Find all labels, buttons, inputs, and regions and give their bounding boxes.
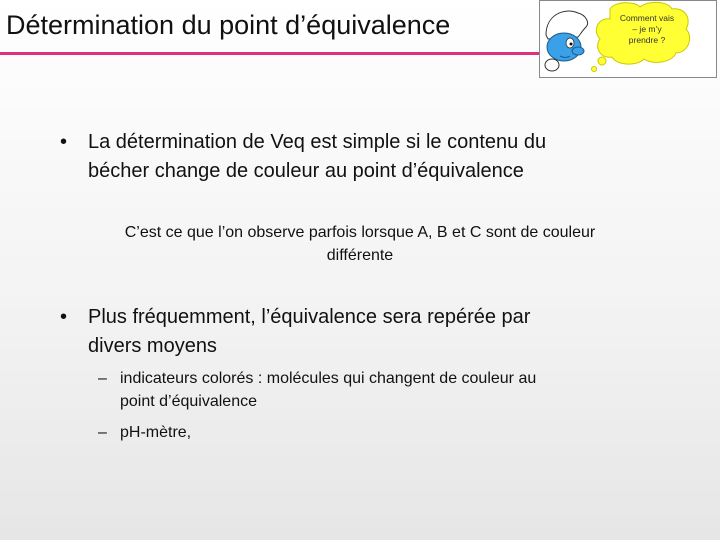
- sub-1-line-1: indicateurs colorés : molécules qui changent de couleur au: [120, 370, 537, 387]
- bubble-line-1: Comment vais: [619, 13, 675, 23]
- slide-title: Détermination du point d’équivalence: [6, 10, 451, 40]
- title-underline: [0, 52, 560, 55]
- bullet-glyph: •: [60, 306, 68, 328]
- bubble-line-3: prendre ?: [628, 35, 666, 45]
- bullet-glyph: •: [60, 131, 68, 153]
- dash-glyph: –: [98, 370, 107, 387]
- observation-note: [40, 221, 680, 267]
- sub-1-line-2: point d’équivalence: [120, 393, 257, 410]
- bullet-1-line-2: bécher change de couleur au point d’équivalence: [88, 160, 524, 182]
- dash-glyph: –: [98, 424, 107, 441]
- bullet-1-line-1: La détermination de Veq est simple si le contenu du: [88, 131, 547, 153]
- thought-bubble-text: [612, 13, 682, 46]
- bullet-2-line-2: divers moyens: [88, 335, 217, 357]
- note-line-1: C’est ce que l’on observe parfois lorsque A, B et C sont de couleur: [124, 224, 596, 241]
- bubble-line-2: – je m’y: [632, 24, 662, 34]
- note-line-2: différente: [326, 247, 394, 264]
- sub-2-line-1: pH-mètre,: [120, 424, 192, 441]
- bullet-2-line-1: Plus fréquemment, l’équivalence sera repérée par: [88, 306, 531, 328]
